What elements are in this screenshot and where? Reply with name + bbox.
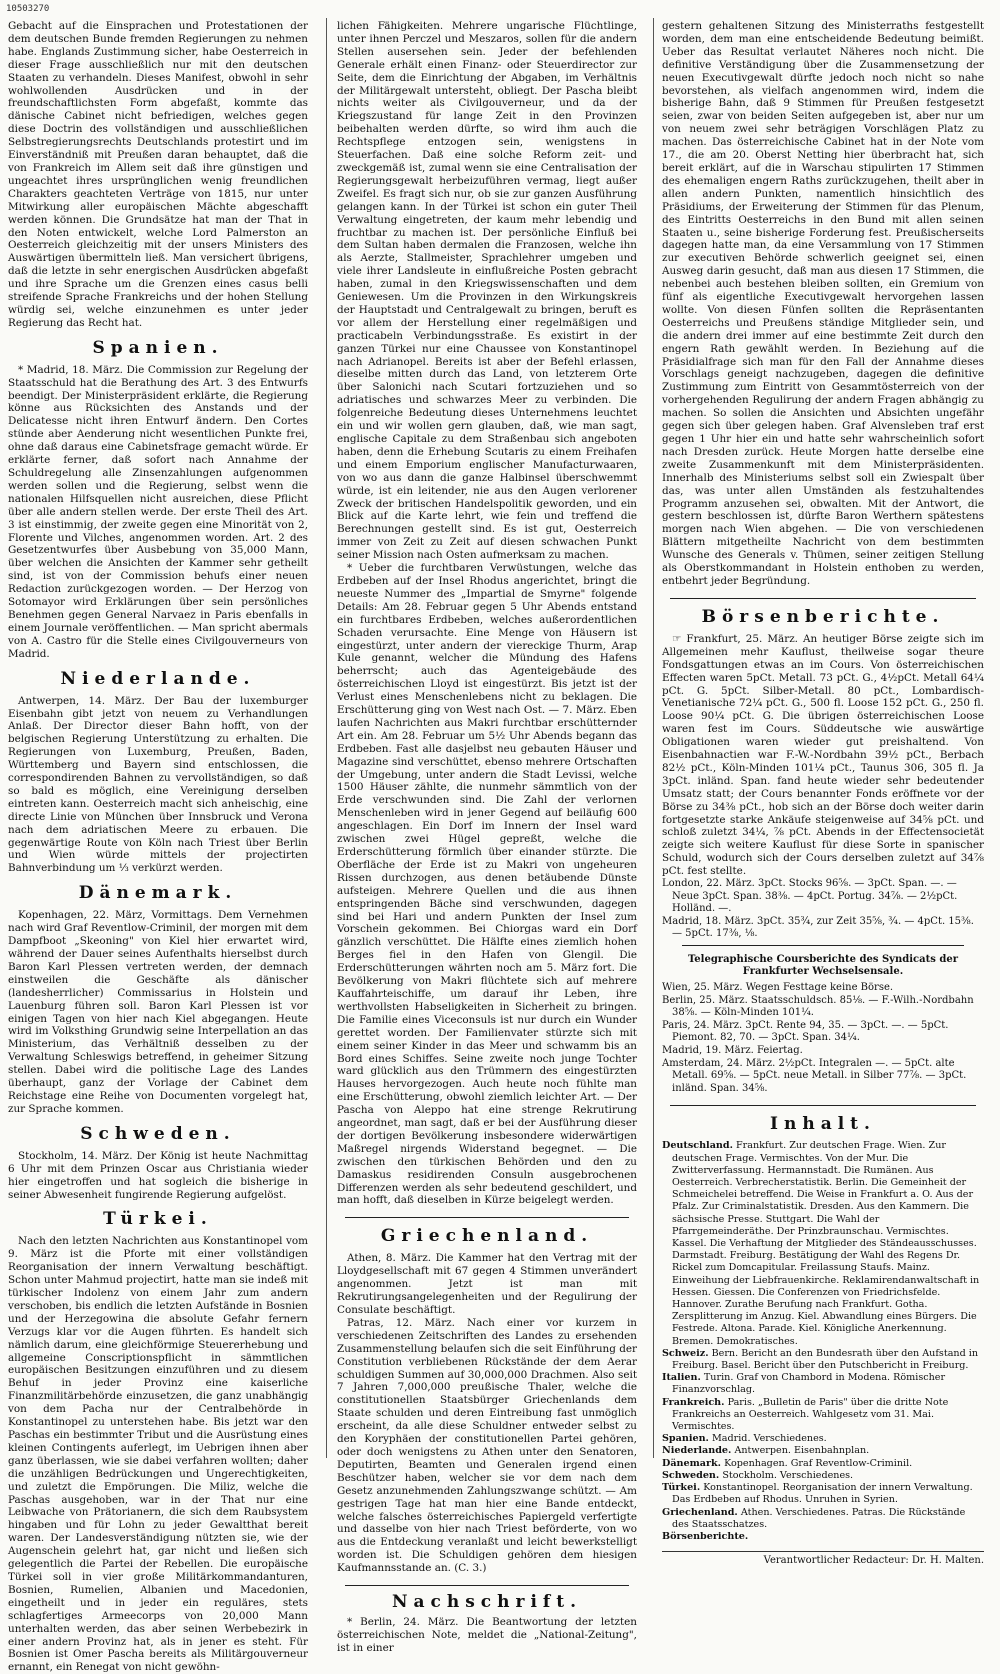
separator — [670, 598, 976, 599]
heading-denmark: Dänemark. — [78, 883, 238, 904]
toc-item: Spanien. Madrid. Verschiedenes. — [662, 1433, 827, 1445]
separator — [345, 1217, 629, 1218]
editor-line: Verantwortlicher Redacteur: Dr. H. Malten. — [662, 1551, 984, 1566]
paragraph-sweden: Stockholm, 14. März. Der König ist heute Nachmittag 6 Uhr mit dem Prinzen Oscar aus Christiania wieder hier eingetroffen und hat sogleich die bisherige in seiner Abwesenheit fungirende Regierung aufgelöst. — [8, 1149, 308, 1201]
heading-spain: Spanien. — [92, 337, 224, 358]
heading-greece: Griechenland. — [380, 1226, 594, 1247]
market-madrid: Madrid, 18. März. 3pCt. 35¾, zur Zeit 35⅝, ¾. — 4pCt. 15⅜. — 5pCt. 17⅜, ⅛. — [662, 915, 974, 940]
paragraph-berlin-continued: gestern gehaltenen Sitzung des Ministerraths festgestellt worden, dem man eine entscheidende Bedeutung beimißt. Ueber das Resultat verlautet Näheres noch nicht. Die definitive Verständigung über die Zusammensetzung der neuen Executivgewalt dürfte jedoch noch nicht so nahe bevorstehen, als vielfach angenommen wird, indem die bisherige Bahn, daß 9 Stimmen für Preußen festgesetzt seien, zwar von beiden Seiten aufgegeben ist, aber nur um von neuem zwei sehr beträgigen Vorschlägen Platz zu machen. Das österreichische Cabinet hat in der Note vom 17., die am 20. Oberst Netting hier überbracht hat, sich bereit erklärt, auf die in Warschau stipulirten 17 Stimmen des ehemaligen engern Raths zurückzugehen, theilt aber in allen andern Punkten, namentlich hinsichtlich des Präsidiums, der Erweiterung der Stimmen für das Plenum, des Eintritts Oesterreichs in den Bund mit allen seinen Staaten u., seine bisherige Forderung fest. Preußischerseits dagegen hatte man, da eine Versammlung von 17 Stimmen zur executiven Behörde schwerlich geeignet sei, einen Ausweg darin gesucht, daß man aus diesen 17 Stimmen, die nebenbei auch bestehen bleiben sollten, ein Gremium von fünf als eigentliche Executivgewalt hervorgehen lassen wollte. Von diesen Fünfen sollten die Repräsentanten Oesterreichs und Preußens ständige Mitglieder sein, und die andern drei immer auf eine bestimmte Zeit durch den engern Rath gewählt werden. In Beziehung auf die Präsidialfrage sich man für den Fall der Annahme dieses Vorschlags geneigt nachzugeben, dagegen die definitive Zustimmung zum Eintritt von Gesammtösterreich von der vorhergehenden Regulirung der andern Fragen abhängig zu machen. So sollen die Ansichten und Absichten ungefähr gegen sich über gelegen haben. Graf Alvensleben traf erst gegen 1 Uhr hier ein und hatte sehr wahrscheinlich sofort nach Dresden zurück. Heute Morgen hatte derselbe eine zweite Zusammenkunft mit dem Ministerpräsidenten. Innerhalb des Ministeriums selbst soll ein Zwiespalt über das, was unter allen Umständen als festzuhaltendes Programm anzusehen sei, obwalten. Mit der Antwort, die gestern beschlossen ist, dürfte Baron Werthern spätestens morgen nach Wien abgehen. — Die von verschiedenen Blättern mitgetheilte Nachricht von dem bestimmten Wunsche des Generals v. Thümen, seiner zeitigen Stellung als Oberstkommandant in Holstein enthoben zu werden, entbehrt jeder Begründung. — [662, 20, 984, 587]
paragraph-denmark: Kopenhagen, 22. März, Vormittags. Dem Vernehmen nach wird Graf Reventlow-Criminil, der morgen mit dem Dampfboot „Skeoning" von Kiel hier erwartet wird, während der Dauer seines Aufenthalts hierselbst durch Baron Karl Plessen vertreten werden, der demnach einstweilen die Geschäfte als dänischer (landesherrlicher) Commissarius in Holstein und Lauenburg führen soll. Baron Karl Plessen ist vor einigen Tagen von hier nach Kiel abgegangen. Heute wird im Volksthing Grundwig seine Interpellation an das Ministerium, das Verhältniß desselben zu der Verwaltung Schleswigs betreffend, in geheimer Sitzung stellen. Dabei wird die politische Lage des Landes überhaupt, ganz der Vorlage der Cabinet dem Reichstage eine Reihe von Documenten vorgelegt hat, zur Sprache kommen. — [8, 909, 308, 1115]
paragraph-netherlands: Antwerpen, 14. März. Der Bau der luxemburger Eisenbahn gibt jetzt von neuem zu Verhandlungen Anlaß. Der Director dieser Bahn hofft, von der belgischen Regierung Unterstützung zu erhalten. Die Regierungen von Luxemburg, Preußen, Baden, Württemberg und Bayern sind entschlossen, die correspondirenden Bahnen zu vervollständigen, so daß so bald es möglich, eine Vereinigung derselben eintreten kann. Oesterreich macht sich anheischig, eine directe Linie von München über Innsbruck und Verona nach dem adriatischen Meere zu erbauen. Die gegenwärtige Route von Köln nach Triest über Berlin und Wien würde mittels der projectirten Bahnverbindung um ⅓ verkürzt werden. — [8, 694, 308, 875]
archive-id: 10503270 — [6, 4, 50, 14]
heading-netherlands: Niederlande. — [60, 668, 256, 689]
tele-wien: Wien, 25. März. Wegen Festtage keine Börse. — [662, 982, 894, 994]
paragraph-spain: * Madrid, 18. März. Die Commission zur Regelung der Staatsschuld hat die Berathung des Art. 3 des Entwurfs beendigt. Der Ministerpräsident erklärte, die Regierung könne aus Rücksichten des Anstands und der Delicatesse nicht ihren Entwurf ändern. Den Cortes stünde aber Aenderung nicht wesentlichen Punkte frei, ohne daß daraus eine Cabinetsfrage gemacht würde. Er erklärte ferner, daß sofort nach Annahme der Schuldregelung alle Zinsenzahlungen aufgenommen werden sollen und die Regierung, selbst wenn die nationalen Hilfsquellen nicht ausreichen, diese Pflicht über alle andern stellen werde. Der erste Theil des Art. 3 ist einstimmig, der zweite gegen eine Minorität von 2, Florente und Vilches, angenommen worden. Art. 2 des Gesetzentwurfes über Ausbebung von 35,000 Mann, über welchen die Ansichten der Kammer sehr getheilt sind, ist von der Commission behufs einer neuen Redaction zurückgezogen worden. — Der Herzog von Sotomayor wird Erklärungen über sein persönliches Benehmen gegen General Narvaez in Paris ebenfalls in einem Journale veröffentlichen. — Man spricht abermals von A. Castro für die Stelle eines Civilgouverneurs von Madrid. — [8, 363, 308, 660]
separator — [345, 1585, 629, 1586]
separator — [682, 945, 964, 946]
paragraph-turkey-continued: lichen Fähigkeiten. Mehrere ungarische Flüchtlinge, unter ihnen Perczel und Meszaros, sollen für die andern Stellen ausersehen sein. Jeder der befehlenden Generale erhält einen Finanz- oder Steuerdirector zur Seite, dem die Einrichtung der Abgaben, im Verhältnis der Militärgewalt untersteht, obliegt. Der Pascha bleibt nichts weiter als Civilgouverneur, und da der Kriegszustand für lange Zeit in den Provinzen beibehalten werden dürfte, so wird ihm auch die Rechtspflege entzogen sein, wenigstens in Steuerfachen. Daß eine solche Reform zeit- und zweckgemäß ist, zumal wenn sie eine Centralisation der Regierungsgewalt herbeizuführen vermag, liegt außer Zweifel. Es fragt sich nur, ob sie zur ganzen Ausführung gelangen kann. In der Türkei ist schon ein guter Theil Verwaltung eingetreten, der kaum mehr lebendig und fruchtbar zu machen ist. Der persönliche Einfluß bei dem Sultan haben dermalen die Franzosen, welche ihn als Aerzte, Stallmeister, Sprachlehrer umgeben und viele ihrer Landsleute in einflußreiche Posten gebracht haben, zumal in den Kriegswissenschaften und dem Geniewesen. Um die Provinzen in den Wirkungskreis der Hauptstadt und Centralgewalt zu bringen, beruft es vor allem der Herstellung einer regelmäßigen und practicabeln Verbindungsstraße. Es existirt in der ganzen Türkei nur eine Chaussee von Konstantinopel nach Adrianopel. Bereits ist aber der Befehl erlassen, dieselbe mitten durch das Land, von letzterem Orte über Salonichi nach Scutari fortzuziehen und so adriatisches und schwarzes Meer zu verbinden. Die folgenreiche Bedeutung dieses Unternehmens leuchtet ein und wir wollen gern glauben, daß, wie man sagt, englische Capitale zu dem Straßenbau sich angeboten haben, denn die Erhebung Scutaris zu einem Freihafen und einem Emporium englischer Manufacturwaaren, von wo aus dann die ganze Halbinsel überschwemmt würde, ist ein leitender, nie aus den Augen verlorener Zweck der britischen Handelspolitik geworden, und ein Blick auf die Karte lehrt, wie fein und treffend die Berechnungen gestellt sind. Es ist gut, Oesterreich immer von Zeit zu Zeit auf diesen schwachen Punkt seiner Mission nach Osten aufmerksam zu machen. — [337, 20, 637, 562]
table-of-contents — [662, 1140, 984, 1543]
column-3 — [662, 20, 984, 1567]
column-2 — [337, 20, 637, 1654]
heading-inhalt: Inhalt. — [770, 1114, 876, 1135]
paragraph-patras: Patras, 12. März. Nach einer vor kurzem in verschiedenen Zeitschriften des Landes zu ersehenden Zusammenstellung belaufen sich die seit Einführung der Constitution verbliebenen Rückstände der dem Aerar schuldigen Summen auf 30,000,000 Drachmen. Also seit 7 Jahren 7,000,000 preußische Thaler, welche die constitutionellen Staatsbürger Griechenlands dem Staate schulden und deren Eintreibung fast unmöglich erscheint, da alle diese Schuldner entweder selbst zu den Koryphäen der constitutionellen Partei gehören, oder doch wenigstens zu Athen unter den Senatoren, Deputirten, Beamten und Generalen irgend einen Beschützer haben, welcher sie vor dem nach dem Gesetz anzunehmenden Zahlungszwange schützt. — Am gestrigen Tage hat man hier eine Bande entdeckt, welche falsches österreichisches Papiergeld verfertigte und dasselbe von hier nach Triest beförderte, von wo aus die Entdeckung veranlaßt und leicht bewerkstelligt worden ist. Die Schuldigen gehören dem hiesigen Kaufmannsstande an. (C. 3.) — [337, 1316, 637, 1575]
telegraph-heading: Telegraphische Coursberichte des Syndicats der Frankfurter Wechselsensale. — [688, 954, 958, 978]
toc-item: Italien. Turin. Graf von Chambord in Modena. Römischer Finanzvorschlag. — [662, 1372, 946, 1396]
separator — [670, 1105, 976, 1106]
column-rule-right — [653, 18, 654, 1458]
heading-sweden: Schweden. — [80, 1123, 236, 1144]
paragraph-rhodus-earthquake: * Ueber die furchtbaren Verwüstungen, welche das Erdbeben auf der Insel Rhodus angerichtet, bringt die neueste Nummer des „Impartial de Smyrne" folgende Details: Am 28. Februar gegen 5 Uhr Abends entstand ein furchtbares Erdbeben, welches außerordentlichen Schaden verursachte. Eine Menge von Häusern ist eingestürzt, unter andern der viereckige Thurm, Arap Kule genannt, welcher die Mündung des Hafens beherrscht; auch das Agenteigebäude des österreichischen Lloyd ist eingestürzt. Bis jetzt ist der Verlust eines Menschenlebens nicht zu beklagen. Die Erschütterung ging von West nach Ost. — 7. März. Eben laufen Nachrichten aus Makri furchtbar erschütternder Art ein. Am 28. Februar um 5½ Uhr Abends begann das Erdbeben. Fast alle dasjelbst neu gebauten Häuser und Magazine sind verschüttet, ebenso mehrere Ortschaften der Umgebung, unter andern die Stadt Levissi, welche 1500 Häuser zählte, die nunmehr sämmtlich von der Erde verschwunden sind. Die Zahl der verlornen Menschenleben wird in jener Gegend auf beiläufig 600 angeschlagen. Ein Dorf im Innern der Insel ward zwischen zwei Hügel gepreßt, welche die Erderschütterung förmlich über einander stürzte. Die Oberfläche der Erde ist zu Makri von ungeheuren Rissen durchzogen, aus denen betäubende Dünste aufsteigen. Mehrere Quellen und die aus ihnen entspringenden Bäche sind verschwunden, dagegen sind bei Hari und andern Punkten der Insel zum Vorschein gekommen. Bei Chiorgas ward ein Dorf gänzlich verschüttet. Die Hälfte eines ziemlich hohen Berges fiel in den Hafen von Glengil. Die Erderschütterungen währten noch am 5. März fort. Die Bevölkerung von Makri flüchtete sich auf mehrere Kauffahrteischiffe, um darauf ihr Leben, ihre werthvollsten Habseligkeiten in Sicherheit zu bringen. Die Familie eines Viceconsuls ist nur durch ein Wunder gerettet worden. Der Familienvater stürzte sich mit einem seiner Kinder in das Meer und schwamm bis an Bord eines Schiffes. Seine zweite noch junge Tochter ward glücklich aus den Trümmern des eingestürzten Hauses hervorgezogen. Auch heute noch fühlte man eine Erschütterung, obwohl ziemlich leichter Art. — Der Pascha von Aleppo hat eine strenge Rekrutirung angeordnet, man sagt, daß er bei der Ausführung dieser der dortigen Bevölkerung insbesondere widerwärtigen Maßregel nirgends Widerstand begegnet. — Die zwischen den türkischen Behörden und den zu Damaskus residirenden Consuln ausgebrochenen Differenzen werden als sehr bedeutend geschildert, und man hofft, daß dieselben in Kürze beigelegt werden. — [337, 562, 637, 1207]
market-frankfurt: ☞ Frankfurt, 25. März. An heutiger Börse zeigte sich im Allgemeinen mehr Kauflust, theilweise sogar theure Fondsgattungen etwas an im Cours. Von österreichischen Effecten waren 5pCt. Metall. 73 pCt. G., 4½pCt. Metall 64¼ pCt. G. 5pCt. Silber-Metall. 80 pCt., Lombardisch-Venetianische 72¼ pCt. G., 500 fl. Loose 152 pCt. G., 250 fl. Loose 90¼ pCt. G. Die übrigen österreichischen Loose waren fest im Cours. Süddeutsche wie auswärtige Obligationen waren wieder gut preishaltend. Von Eisenbahnactien war F.-W.-Nordbahn 39½ pCt., Berbach 82½ pCt., Köln-Minden 101¼ pCt., Taunus 306, 305 fl. Ja 3pCt. inländ. Span. fand heute wieder sehr bedeutender Umsatz statt; der Cours benannter Fonds eröffnete vor der Börse zu 34⅜ pCt., hob sich an der Börse doch weiter darin fortgesetzte starke Ankäufe steigenweise auf 34⅝ pCt. und schloß zuletzt 34¼, ⅞ pCt. Abends in der Effectensocietät zeigte sich weitere Kauflust für diese Sorte in spanischer Schuld, wodurch sich der Cours derselben zuletzt auf 34⅞ pCt. fest stellte. — [662, 632, 984, 878]
toc-item: Schweiz. Bern. Bericht an den Bundesrath über den Aufstand in Freiburg. Basel. Bericht über den Putschbericht in Freiburg. — [662, 1347, 979, 1372]
toc-item: Griechenland. Athen. Verschiedenes. Patras. Die Rückstände des Staatsschatzes. — [662, 1506, 966, 1530]
toc-item: Türkei. Konstantinopel. Reorganisation der innern Verwaltung. Das Erdbeben auf Rhodus. Unruhen in Syrien. — [662, 1482, 973, 1506]
toc-item: Dänemark. Kopenhagen. Graf Reventlow-Criminil. — [662, 1457, 913, 1469]
column-1 — [8, 20, 308, 1674]
heading-boerse: Börsenberichte. — [701, 606, 945, 627]
column-rule-left — [326, 18, 327, 1458]
toc-item: Schweden. Stockholm. Verschiedenes. — [662, 1469, 854, 1481]
toc-item: Frankreich. Paris. „Bulletin de Paris" über die dritte Note Frankreichs an Oesterreich. Wahlgesetz vom 31. Mai. Vermischtes. — [662, 1396, 949, 1433]
heading-turkey: Türkei. — [103, 1209, 213, 1230]
paragraph-berlin-postscript: * Berlin, 24. März. Die Beantwortung der letzten österreichischen Note, meldet die „National-Zeitung", ist in einer — [337, 1616, 637, 1654]
tele-amsterdam: Amsterdam, 24. März. 2½pCt. Integralen —. — 5pCt. alte Metall. 69⅝. — 5pCt. neue Metall. in Silber 77⅞. — 3pCt. inländ. Span. 34⅝. — [662, 1057, 967, 1094]
market-london: London, 22. März. 3pCt. Stocks 96⅝. — 3pCt. Span. —. — Neue 3pCt. Span. 38⅜. — 4pCt. Portug. 34⅞. — 2½pCt. Holländ. —. — [662, 878, 958, 915]
heading-postscript: Nachschrift. — [391, 1592, 583, 1613]
toc-item: Deutschland. Frankfurt. Zur deutschen Frage. Wien. Zur deutschen Frage. Vermischtes. Von der Mur. Die Zwitterverfassung. Hermannstadt. Die Rumänen. Aus Oesterreich. Verbrecherstatistik. Berlin. Die Gemeinheit der Schmeichelei betreffend. Die Weise in Frankfurt a. O. Aus der Pfalz. Zur Criminalstatistik. Dresden. Aus den Kammern. Die sächsische Presse. Stuttgart. Die Wahl der Pfarrgemeinderäthe. Der Prinzbraunschau. Vermischtes. Kassel. Die Verhaftung der Mitglieder des Ständeausschusses. Darmstadt. Freiburg. Bestätigung der Wahl des Regens Dr. Rickel zum Domcapitular. Freilassung Staufs. Mainz. Einweihung der Liebfrauenkirche. Reklamirendanwaltschaft in Hessen. Giessen. Die Conferenzen von Friedrichsfelde. Hannover. Zurathe Berufung nach Frankfurt. Gotha. Zersplitterung im Anzug. Kiel. Abwandlung eines Bürgers. Die Festrede. Altona. Parade. Kiel. Königliche Anerkennung. Bremen. Demokratisches. — [662, 1140, 980, 1347]
tele-madrid: Madrid, 19. März. Feiertag. — [662, 1045, 803, 1057]
toc-item: Niederlande. Antwerpen. Eisenbahnplan. — [662, 1445, 870, 1457]
tele-berlin: Berlin, 25. März. Staatsschuldsch. 85⅛. — F.-Wilh.-Nordbahn 38⅝. — Köln-Minden 101¼. — [662, 994, 974, 1019]
tele-paris: Paris, 24. März. 3pCt. Rente 94, 35. — 3pCt. —. — 5pCt. Piemont. 82, 70. — 3pCt. Span. 34¼. — [662, 1019, 949, 1044]
paragraph-turkey: Nach den letzten Nachrichten aus Konstantinopel vom 9. März ist die Pforte mit einer vollständigen Reorganisation der innern Verwaltung beschäftigt. Schon unter Mahmud projectirt, hatte man sie indeß mit türkischer Indolenz von einem Jahr zum andern verschoben, bis endlich die letzten Aufstände in Bosnien und der Herzegowina die absolute Gefahr fernern Verzugs klar vor die Augen führten. Es handelt sich nämlich darum, eine gleichförmige Steuererhebung und allgemeine Conscriptionspflicht in sämmtlichen europäischen Besitzungen einzuführen und zu diesem Behuf in jeder Provinz eine kaiserliche Finanzmilitärbehörde einzusetzen, die ganz unabhängig von dem Pacha nur der Centralbehörde in Konstantinopel zu unterstehen habe. Bis jetzt war den Paschas ein bestimmter Tribut und die Ausrüstung eines kleinen Contingents auferlegt, im Uebrigen ihnen aber ganz überlassen, wie sie dabei verfahren wollten; daher die unzähligen Bedrückungen und Ungerechtigkeiten, und zuletzt die Empörungen. Die Miliz, welche die Paschas ausgehoben, war in der That nur eine Leibwache von Prätorianern, die sich dem Raubsystem hingaben und für Lohn zu jeder Gewaltthat bereit waren. Der Landesverständigung nützten sie, wie der Augenschein gelehrt hat, gar nicht und ließen sich gelegentlich die Partei der Rebellen. Die europäische Türkei soll in vier große Militärkommandanturen, Bosnien, Rumelien, Albanien und Macedonien, eingetheilt und in jeder ein reguläres, stets schlagfertiges Armeecorps von 20,000 Mann unterhalten werden, das aber seinen Werbebezirk in einer andern Provinz hat, als in jener es steht. Für Bosnien ist Omer Pascha bereits als Militärgouverneur ernannt, ein Renegat von nicht gewöhn- — [8, 1235, 308, 1674]
paragraph-intro: Gebacht auf die Einsprachen und Protestationen der dem deutschen Bunde fremden Regierungen zu nehmen habe. Englands Zustimmung sicher, habe Oesterreich in dieser Frage ausschließlich nur mit den deutschen Staaten zu verhandeln. Dieses Manifest, obwohl in sehr wohlwollenden Ausdrücken und in der freundschaftlichsten Form abgefaßt, kommte das dänische Cabinet nicht befriedigen, welches gegen diese Doctrin des vollständigen und ausschließlichen Selbstregierungsrechts Deutschlands protestirt und im Einverständniß mit Preußen daran behauptet, daß die von Frankreich im Allem seit daß ihre günstigen und ungeachtet ihres ursprünglichen wenig freundlichen Charakters geachteten Verträge von 1815, nur unter Mitwirkung aller europäischen Mächte abgeschafft werden können. Die Grundsätze hat man der That in den Noten entwickelt, welche Lord Palmerston an Oesterreich gleichzeitig mit der unsers Ministers des Auswärtigen übermitteln ließ. Man versichert übrigens, daß die letzte in sehr energischen Ausdrücken abgefaßt und ihre Sprache um die Grenzen eines casus belli streifende Sprache Frankreichs und der hohen Stellung würdig sei, welche einzunehmen es unter jeder Regierung das Recht hat. — [8, 20, 308, 329]
paragraph-athens: Athen, 8. März. Die Kammer hat den Vertrag mit der Lloydgesellschaft mit 67 gegen 4 Stimmen unverändert angenommen. Jetzt ist man mit Rekrutirungsangelegenheiten und der Regulirung der Consulate beschäftigt. — [337, 1252, 637, 1316]
toc-item: Börsenberichte. — [662, 1530, 749, 1542]
